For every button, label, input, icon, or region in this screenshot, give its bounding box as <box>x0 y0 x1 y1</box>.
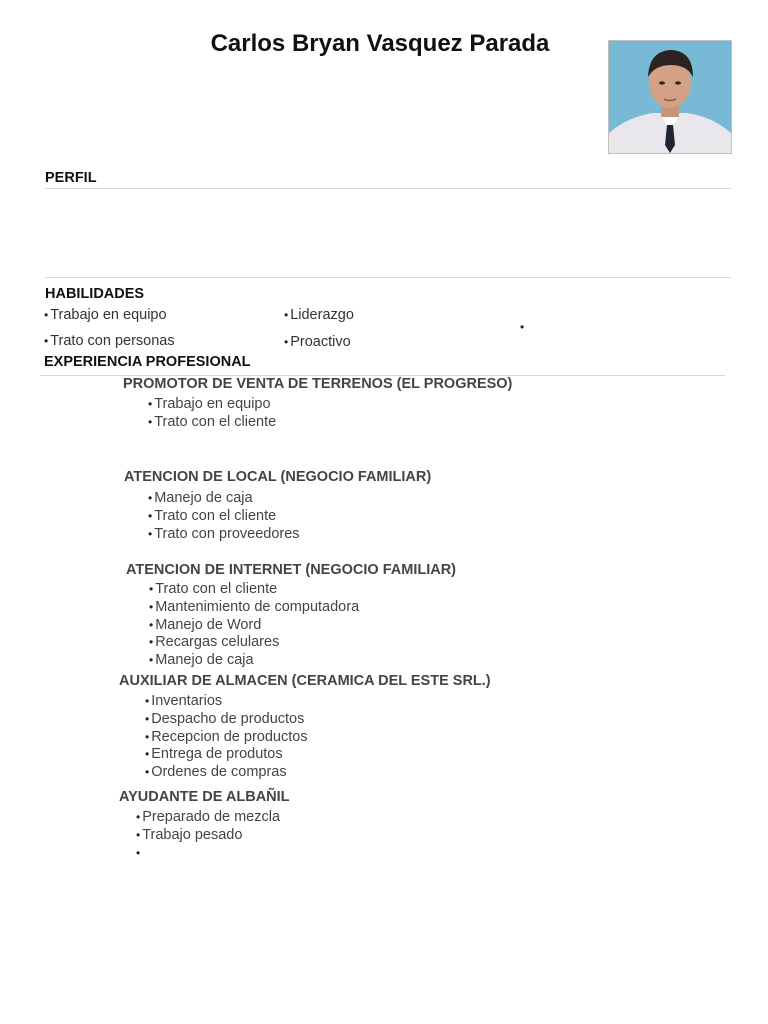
list-item: • Preparado de mezcla <box>136 809 281 825</box>
list-item: • Recargas celulares <box>149 634 280 651</box>
job-duties-list <box>145 693 308 782</box>
job-duties-list <box>148 396 276 432</box>
list-item: • Trabajo pesado <box>136 826 243 843</box>
bullet-icon: • <box>136 810 141 824</box>
list-item: • Entrega de produtos <box>145 746 283 763</box>
profile-photo <box>608 40 732 154</box>
job-duties-list <box>136 809 280 862</box>
list-item: • Ordenes de compras <box>145 764 287 781</box>
bullet-icon: • <box>149 653 154 668</box>
skill-item: • Liderazgo <box>284 307 354 323</box>
bullet-icon: • <box>136 827 141 842</box>
list-item <box>136 845 280 863</box>
list-item: • Despacho de productos <box>145 710 305 727</box>
list-item: • Trato con el cliente <box>148 413 277 430</box>
bullet-icon: • <box>149 617 154 632</box>
bullet-icon: • <box>44 308 49 322</box>
list-item: • Manejo de Word <box>149 616 262 633</box>
bullet-icon: • <box>284 308 289 322</box>
job-title: ATENCION DE INTERNET (NEGOCIO FAMILIAR) <box>126 562 457 578</box>
bullet-icon: • <box>148 414 153 429</box>
bullet-icon: • <box>145 694 150 708</box>
bullet-icon: • <box>148 491 153 505</box>
skill-item: • Proactivo <box>284 334 351 350</box>
list-item: • Trato con el cliente <box>148 507 277 524</box>
bullet-icon: • <box>284 335 289 349</box>
skill-item: • Trato con personas <box>44 333 175 349</box>
list-item: • Trato con proveedores <box>148 525 300 542</box>
bullet-icon: • <box>148 397 153 411</box>
job-duties-list <box>149 581 359 670</box>
divider <box>45 277 731 278</box>
bullet-icon: • <box>145 711 150 726</box>
section-title-habilidades: HABILIDADES <box>45 286 145 302</box>
bullet-icon: • <box>44 334 49 348</box>
bullet-icon: • <box>149 599 154 614</box>
skill-item: • Trabajo en equipo <box>44 307 167 323</box>
divider <box>45 188 731 189</box>
section-title-perfil: PERFIL <box>45 170 97 186</box>
bullet-icon: • <box>148 508 153 523</box>
list-item: • Trato con el cliente <box>149 581 278 597</box>
job-duties-list <box>148 490 300 543</box>
list-item: • Manejo de caja <box>149 652 254 669</box>
section-title-experiencia: EXPERIENCIA PROFESIONAL <box>44 354 251 370</box>
bullet-icon: • <box>145 729 150 744</box>
job-title: AYUDANTE DE ALBAÑIL <box>119 789 290 805</box>
list-item: • Mantenimiento de computadora <box>149 598 360 615</box>
list-item: • Trabajo en equipo <box>148 396 271 412</box>
list-item: • Inventarios <box>145 693 223 709</box>
bullet-icon: • <box>145 765 150 780</box>
cv-name: Carlos Bryan Vasquez Parada <box>210 30 550 57</box>
bullet-icon: • <box>136 845 141 860</box>
bullet-icon: • <box>520 320 525 334</box>
bullet-icon: • <box>149 635 154 650</box>
bullet-icon: • <box>149 582 154 596</box>
bullet-icon: • <box>148 526 153 541</box>
bullet-icon: • <box>145 747 150 762</box>
job-title: PROMOTOR DE VENTA DE TERRENOS (EL PROGRESO) <box>123 376 513 392</box>
list-item: • Manejo de caja <box>148 490 253 506</box>
list-item: • Recepcion de productos <box>145 728 308 745</box>
job-title: ATENCION DE LOCAL (NEGOCIO FAMILIAR) <box>124 469 432 485</box>
job-title: AUXILIAR DE ALMACEN (CERAMICA DEL ESTE SRL.) <box>119 673 491 689</box>
